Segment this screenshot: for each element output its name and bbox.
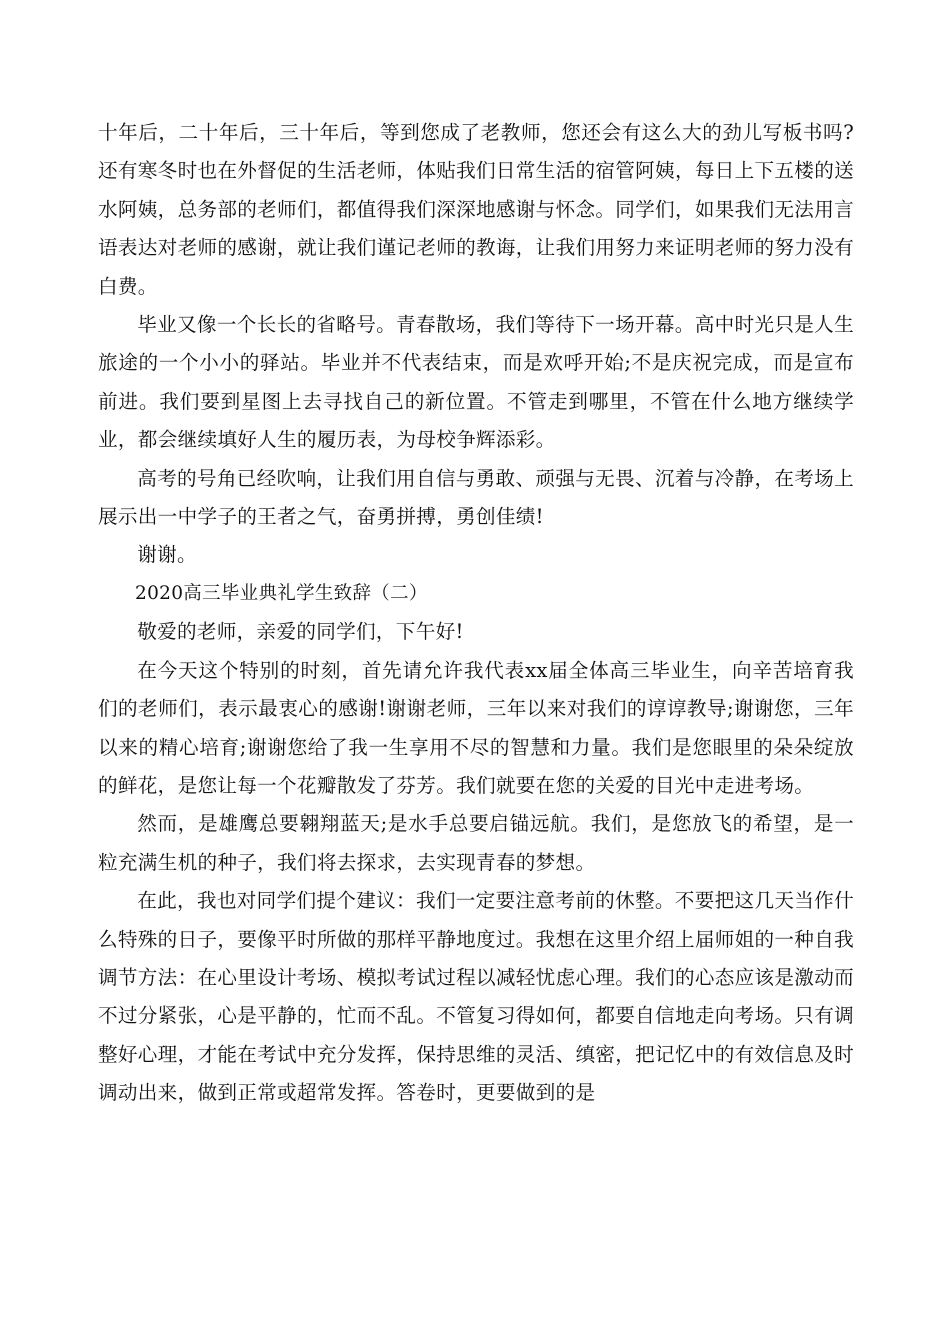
paragraph-advice: 在此，我也对同学们提个建议：我们一定要注意考前的休整。不要把这几天当作什么特殊的日子，要像平时所做的那样平静地度过。我想在这里介绍上届师姐的一种自我调节方法：在心里设计考场、模拟考试过程以减轻忧虑心理。我们的心态应该是激动而不过分紧张，心是平静的，忙而不乱。不管复习得如何，都要自信地走向考场。只有调整好心理，才能在考试中充分发挥，保持思维的灵活、缜密，把记忆中的有效信息及时调动出来，做到正常或超常发挥。答卷时，更要做到的是 xyxy=(98,889,854,1105)
paragraph-thanks: 谢谢。 xyxy=(137,543,197,567)
paragraph-greeting: 敬爱的老师，亲爱的同学们，下午好! xyxy=(137,620,464,644)
paragraph-continuation: 十年后，二十年后，三十年后，等到您成了老教师，您还会有这么大的劲儿写板书吗?还有寒冬时也在外督促的生活老师，体贴我们日常生活的宿管阿姨，每日上下五楼的送水阿姨，总务部的老师们，都值得我们深深地感谢与怀念。同学们，如果我们无法用言语表达对老师的感谢，就让我们谨记老师的教诲，让我们用努力来证明老师的努力没有白费。 xyxy=(98,121,854,298)
paragraph-exam-call: 高考的号角已经吹响，让我们用自信与勇敢、顽强与无畏、沉着与冷静，在考场上展示出一中学子的王者之气，奋勇拼搏，勇创佳绩! xyxy=(98,466,854,529)
document-body xyxy=(98,114,854,1113)
section-heading: 2020高三毕业典礼学生致辞（二） xyxy=(135,582,428,604)
paragraph-graduation-ellipsis: 毕业又像一个长长的省略号。青春散场，我们等待下一场开幕。高中时光只是人生旅途的一个小小的驿站。毕业并不代表结束，而是欢呼开始;不是庆祝完成，而是宣布前进。我们要到星图上去寻找自己的新位置。不管走到哪里，不管在什么地方继续学业，都会继续填好人生的履历表，为母校争辉添彩。 xyxy=(98,313,854,452)
paragraph-eagle: 然而，是雄鹰总要翱翔蓝天;是水手总要启锚远航。我们，是您放飞的希望，是一粒充满生机的种子，我们将去探求，去实现青春的梦想。 xyxy=(98,812,854,874)
paragraph-gratitude: 在今天这个特别的时刻，首先请允许我代表xx届全体高三毕业生，向辛苦培育我们的老师们，表示最衷心的感谢!谢谢老师，三年以来对我们的谆谆教导;谢谢您，三年以来的精心培育;谢谢您给了我一生享用不尽的智慧和力量。我们是您眼里的朵朵绽放的鲜花，是您让每一个花瓣散发了芬芳。我们就要在您的关爱的目光中走进考场。 xyxy=(98,658,854,797)
